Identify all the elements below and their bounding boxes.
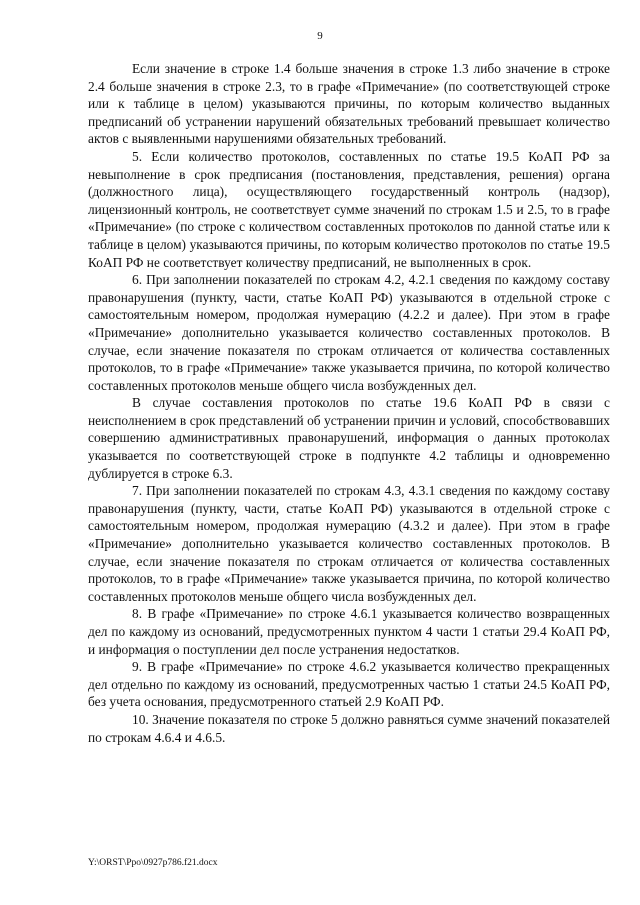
paragraph-6: 6. При заполнении показателей по строкам 4.2, 4.2.1 сведения по каждому составу правонарушения (пункту, части, статье КоАП РФ) указываются в отдельной строке с самостоятельным номером, продолжая нумерацию (4.2.2 и далее). При этом в графе «Примечание» дополнительно указывается количество составленных протоколов. В случае, если значение показателя по строкам отличается от количества составленных протоколов, то в графе «Примечание» также указывается причина, по которой количество составленных протоколов меньше общего числа возбужденных дел. (88, 272, 610, 393)
paragraph-8: 8. В графе «Примечание» по строке 4.6.1 указывается количество возвращенных дел по каждому из оснований, предусмотренных пунктом 4 части 1 статьи 29.4 КоАП РФ, и информация о поступлении дел после устранения недостатков. (88, 606, 610, 657)
paragraph-7: 7. При заполнении показателей по строкам 4.3, 4.3.1 сведения по каждому составу правонарушения (пункту, части, статье КоАП РФ) указываются в отдельной строке с самостоятельным номером, продолжая нумерацию (4.3.2 и далее). При этом в графе «Примечание» дополнительно указывается количество составленных протоколов. В случае, если значение показателя по строкам отличается от количества составленных протоколов, то в графе «Примечание» также указывается причина, по которой количество составленных протоколов меньше общего числа возбужденных дел. (88, 483, 610, 604)
paragraph-intro: Если значение в строке 1.4 больше значения в строке 1.3 либо значение в строке 2.4 больше значения в строке 2.3, то в графе «Примечание» (по соответствующей строке или к таблице в целом) указываются причины, по которым количество выданных предписаний об устранении нарушений обязательных требований превышает количество актов с выявленными нарушениями обязательных требований. (88, 61, 610, 147)
page-number: 9 (317, 30, 323, 42)
paragraph-5: 5. Если количество протоколов, составленных по статье 19.5 КоАП РФ за невыполнение в срок предписания (постановления, представления, решения) органа (должностного лица), осуществляющего государственный контроль (надзор), лицензионный контроль, не соответствует сумме значений по строкам 1.5 и 2.5, то в графе «Примечание» (по строке с количеством составленных протоколов по данной статье или к таблице в целом) указываются причины, по которым количество протоколов по статье 19.5 КоАП РФ не соответствует количеству предписаний, не выполненных в срок. (88, 148, 610, 270)
document-body (88, 60, 610, 746)
file-path-footer: Y:\ORST\Ppo\0927p786.f21.docx (88, 858, 218, 868)
paragraph-10: 10. Значение показателя по строке 5 должно равняться сумме значений показателей по строкам 4.6.4 и 4.6.5. (88, 711, 610, 745)
paragraph-9: 9. В графе «Примечание» по строке 4.6.2 указывается количество прекращенных дел отдельно по каждому из оснований, предусмотренных частью 1 статьи 24.5 КоАП РФ, без учета основания, предусмотренного статьей 2.9 КоАП РФ. (88, 659, 610, 710)
paragraph-6-continued: В случае составления протоколов по статье 19.6 КоАП РФ в связи с неисполнением в срок представлений об устранении причин и условий, способствовавших совершению административных правонарушений, информация о данных протоколах указывается по соответствующей строке в подпункте 4.2 таблицы и одновременно дублируется в строке 6.3. (88, 395, 610, 481)
